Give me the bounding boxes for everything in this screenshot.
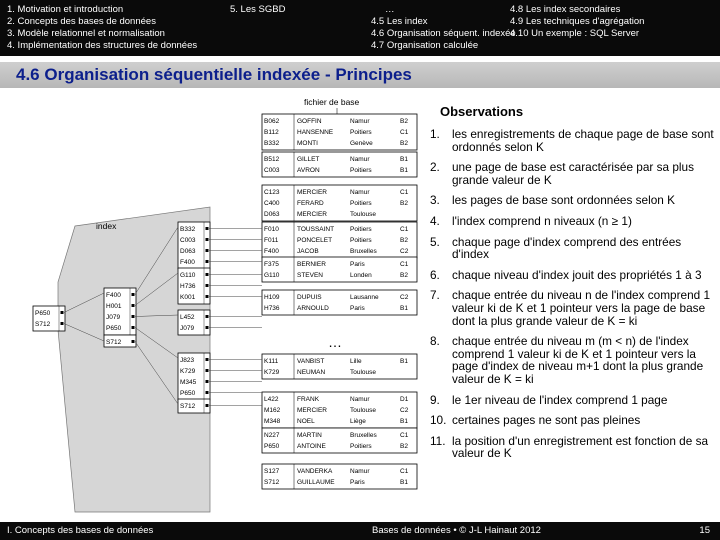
data-code: B1: [400, 418, 408, 425]
data-city: Poitiers: [350, 443, 372, 450]
data-page: [262, 354, 417, 379]
index-structure-diagram: [0, 92, 430, 520]
pointer-dot: [132, 304, 135, 307]
nav-item[interactable]: 2. Concepts des bases de données: [7, 16, 156, 27]
nav-column-chapters: [7, 4, 197, 52]
data-key: F375: [264, 261, 279, 268]
data-name-value: NEUMAN: [297, 369, 326, 376]
index-key: F400: [180, 259, 195, 266]
observation-number: 3.: [430, 193, 440, 208]
data-name-value: STEVEN: [297, 272, 324, 279]
observation-text: chaque niveau d'index jouit des propriétés 1 à 3: [452, 267, 702, 282]
slide-title-bar: [0, 62, 720, 88]
index-key: P650: [180, 390, 196, 397]
data-key: B112: [264, 129, 279, 136]
pointer-dot: [206, 380, 209, 383]
data-name-value: VANBIST: [297, 358, 325, 365]
nav-column-sections: [371, 4, 516, 52]
observation-number: 4.: [430, 213, 440, 228]
data-code: B1: [400, 167, 408, 174]
index-label: index: [96, 221, 117, 231]
data-name-value: BERNIER: [297, 261, 326, 268]
observation-text: chaque page d'index comprend des entrées d'index: [452, 234, 682, 262]
observation-number: 9.: [430, 392, 440, 407]
data-key: L422: [264, 396, 279, 403]
pointer-dot: [206, 238, 209, 241]
observation-item: [430, 128, 715, 153]
nav-item[interactable]: 1. Motivation et introduction: [7, 4, 124, 15]
data-key: M162: [264, 407, 281, 414]
data-city: Poitiers: [350, 167, 372, 174]
data-city: Namur: [350, 118, 370, 125]
data-name-value: PONCELET: [297, 237, 333, 244]
slide-title: 4.6 Organisation séquentielle indexée - Principes: [16, 65, 412, 84]
pointer-dot: [206, 358, 209, 361]
data-key: H109: [264, 294, 280, 301]
file-base-label: fichier de base: [304, 97, 360, 107]
data-city: Londen: [350, 272, 372, 279]
index-key: B332: [180, 226, 196, 233]
data-key: H736: [264, 305, 280, 312]
index-key: S712: [35, 321, 51, 328]
observations-list: [430, 128, 715, 468]
data-name-value: ANTOINE: [297, 443, 326, 450]
index-key: H736: [180, 283, 196, 290]
index-key: F400: [106, 292, 121, 299]
data-city: Lausanne: [350, 294, 379, 301]
data-code: B2: [400, 272, 408, 279]
observation-item: [430, 335, 715, 385]
data-name-value: VANDERKA: [297, 468, 333, 475]
data-city: Paris: [350, 261, 365, 268]
nav-item[interactable]: 4.10 Un exemple : SQL Server: [510, 28, 640, 39]
data-city: Namur: [350, 156, 370, 163]
data-name-value: DUPUIS: [297, 294, 322, 301]
data-key: S127: [264, 468, 280, 475]
pointer-dot: [132, 293, 135, 296]
nav-item[interactable]: 4.9 Les techniques d'agrégation: [510, 16, 645, 27]
data-page: [262, 257, 417, 282]
data-name-value: JACOB: [297, 248, 319, 255]
data-code: C2: [400, 407, 409, 414]
observation-item: [430, 161, 715, 186]
data-code: B1: [400, 305, 408, 312]
data-city: Poitiers: [350, 226, 372, 233]
data-code: B1: [400, 358, 408, 365]
data-key: F010: [264, 226, 279, 233]
data-key: S712: [264, 479, 280, 486]
pointer-dot: [206, 315, 209, 318]
data-name-value: AVRON: [297, 167, 320, 174]
nav-item[interactable]: 4.8 Les index secondaires: [510, 4, 621, 15]
data-code: C1: [400, 189, 409, 196]
index-key: L452: [180, 314, 195, 321]
data-city: Namur: [350, 189, 370, 196]
index-key: J823: [180, 357, 195, 364]
data-code: C1: [400, 468, 409, 475]
data-code: C1: [400, 129, 409, 136]
data-key: B332: [264, 140, 280, 147]
index-key: S712: [106, 339, 122, 346]
data-page: [262, 428, 417, 453]
index-key: K729: [180, 368, 196, 375]
data-key: K111: [264, 358, 279, 365]
footer-course: Bases de données • © J-L Hainaut 2012: [372, 525, 541, 536]
observation-text: l'index comprend n niveaux (n ≥ 1): [452, 213, 632, 228]
data-key: M348: [264, 418, 281, 425]
index-key: C003: [180, 237, 196, 244]
pointer-dot: [206, 249, 209, 252]
observation-text: les enregistrements de chaque page de base sont ordonnés selon K: [452, 127, 714, 154]
data-name-value: FERARD: [297, 200, 324, 207]
data-city: Toulouse: [350, 369, 377, 376]
data-name-value: MERCIER: [297, 189, 327, 196]
data-city: Genève: [350, 140, 373, 147]
data-name-value: MONTI: [297, 140, 318, 147]
nav-item[interactable]: 4.6 Organisation séquent. indexée: [371, 28, 516, 39]
data-city: Bruxelles: [350, 432, 377, 439]
top-navigation-bar: [0, 0, 720, 56]
index-key: M345: [180, 379, 197, 386]
data-code: C2: [400, 294, 409, 301]
pointer-dot: [206, 273, 209, 276]
data-key: P650: [264, 443, 280, 450]
observation-item: [430, 215, 715, 228]
data-name-value: GUILLAUME: [297, 479, 335, 486]
pointer-dot: [206, 326, 209, 329]
data-key: B512: [264, 156, 280, 163]
pointer-dot: [206, 227, 209, 230]
data-code: B2: [400, 237, 408, 244]
data-city: Liège: [350, 418, 366, 425]
observation-number: 11.: [430, 433, 446, 448]
observation-item: [430, 194, 715, 207]
data-name-value: HANSENNE: [297, 129, 334, 136]
data-key: B062: [264, 118, 280, 125]
observation-text: le 1er niveau de l'index comprend 1 page: [452, 392, 668, 407]
data-key: G110: [264, 272, 280, 279]
data-city: Namur: [350, 396, 370, 403]
index-key: G110: [180, 272, 196, 279]
pointer-dot: [132, 315, 135, 318]
observation-number: 6.: [430, 267, 440, 282]
observation-text: la position d'un enregistrement est fonction de sa valeur de K: [452, 433, 709, 461]
observation-item: [430, 289, 715, 327]
data-name-value: FRANK: [297, 396, 320, 403]
pointer-dot: [206, 404, 209, 407]
data-key: K729: [264, 369, 280, 376]
pointer-dot: [132, 340, 135, 343]
nav-item[interactable]: 4.5 Les index: [371, 16, 428, 27]
observation-number: 7.: [430, 288, 440, 303]
observation-number: 1.: [430, 127, 440, 141]
data-code: D1: [400, 396, 409, 403]
nav-column-chapters-2: [230, 4, 285, 16]
data-city: Namur: [350, 468, 370, 475]
page-number: 15: [699, 525, 710, 536]
data-name-value: GILLET: [297, 156, 320, 163]
data-city: Poitiers: [350, 200, 372, 207]
observation-text: chaque entrée du niveau n de l'index comprend 1 valeur ki de K et 1 pointeur vers la page de base dont la plus grande valeur de K = ki: [452, 288, 711, 328]
index-key: S712: [180, 403, 196, 410]
data-name-value: MERCIER: [297, 211, 327, 218]
index-key: P650: [35, 310, 51, 317]
data-city: Paris: [350, 479, 365, 486]
data-code: C1: [400, 226, 409, 233]
observation-item: [430, 435, 715, 460]
data-name-value: GOFFIN: [297, 118, 322, 125]
pointer-dot: [132, 326, 135, 329]
data-code: C1: [400, 261, 409, 268]
index-key: J079: [180, 325, 195, 332]
data-page: [262, 114, 417, 150]
data-page: [262, 464, 417, 489]
nav-item[interactable]: 4. Implémentation des structures de données: [7, 40, 198, 51]
data-key: F400: [264, 248, 279, 255]
data-page: [262, 290, 417, 315]
data-code: C1: [400, 432, 409, 439]
pointer-dot: [61, 311, 64, 314]
index-key: D063: [180, 248, 196, 255]
observation-item: [430, 394, 715, 407]
data-city: Poitiers: [350, 237, 372, 244]
data-city: Toulouse: [350, 407, 377, 414]
data-city: Paris: [350, 305, 365, 312]
data-page: [262, 222, 417, 258]
observations-title: Observations: [440, 104, 524, 119]
data-city: Toulouse: [350, 211, 377, 218]
data-name-value: ARNOULD: [297, 305, 329, 312]
data-city: Bruxelles: [350, 248, 377, 255]
data-key: C003: [264, 167, 280, 174]
observation-text: certaines pages ne sont pas pleines: [452, 413, 641, 428]
nav-item[interactable]: 3. Modèle relationnel et normalisation: [7, 28, 165, 39]
nav-column-sections-2: [510, 4, 644, 40]
data-key: F011: [264, 237, 279, 244]
observation-number: 2.: [430, 160, 440, 175]
observation-item: [430, 414, 715, 427]
nav-item[interactable]: 4.7 Organisation calculée: [371, 40, 479, 51]
nav-ellipsis: …: [385, 4, 395, 15]
data-code: B2: [400, 118, 408, 125]
data-ellipsis: …: [328, 334, 342, 350]
observation-text: une page de base est caractérisée par sa plus grande valeur de K: [452, 160, 694, 187]
data-key: N227: [264, 432, 280, 439]
data-name-value: MARTIN: [297, 432, 322, 439]
observation-item: [430, 269, 715, 282]
pointer-dot: [206, 284, 209, 287]
index-key: P650: [106, 325, 122, 332]
data-code: B1: [400, 479, 408, 486]
data-city: Lille: [350, 358, 362, 365]
index-key: K001: [180, 294, 196, 301]
observation-text: les pages de base sont ordonnées selon K: [452, 193, 675, 208]
data-city: Poitiers: [350, 129, 372, 136]
observation-number: 5.: [430, 234, 440, 249]
pointer-dot: [206, 369, 209, 372]
data-key: D063: [264, 211, 280, 218]
pointer-dot: [61, 322, 64, 325]
observation-number: 8.: [430, 334, 440, 349]
observation-text: chaque entrée du niveau m (m < n) de l'index comprend 1 valeur ki de K et 1 pointeur vers la page d'index de niveau m+1 dont la plus grande valeur de K = ki: [452, 334, 704, 386]
pointer-dot: [206, 295, 209, 298]
data-code: B2: [400, 443, 408, 450]
data-name-value: NOEL: [297, 418, 315, 425]
data-name-value: MERCIER: [297, 407, 327, 414]
data-page: [262, 185, 417, 221]
data-code: B2: [400, 140, 408, 147]
data-key: C400: [264, 200, 280, 207]
pointer-dot: [206, 391, 209, 394]
data-name-value: TOUSSAINT: [297, 226, 335, 233]
observation-item: [430, 236, 715, 261]
data-page: [262, 152, 417, 177]
index-key: J079: [106, 314, 121, 321]
data-page: [262, 392, 417, 428]
footer-chapter[interactable]: I. Concepts des bases de données: [7, 525, 154, 536]
pointer-dot: [206, 260, 209, 263]
data-code: B2: [400, 200, 408, 207]
index-key: H001: [106, 303, 122, 310]
footer-bar: [0, 522, 720, 540]
data-code: C2: [400, 248, 409, 255]
observation-number: 10.: [430, 413, 447, 428]
nav-item[interactable]: 5. Les SGBD: [230, 4, 286, 15]
data-key: C123: [264, 189, 280, 196]
data-code: B1: [400, 156, 408, 163]
